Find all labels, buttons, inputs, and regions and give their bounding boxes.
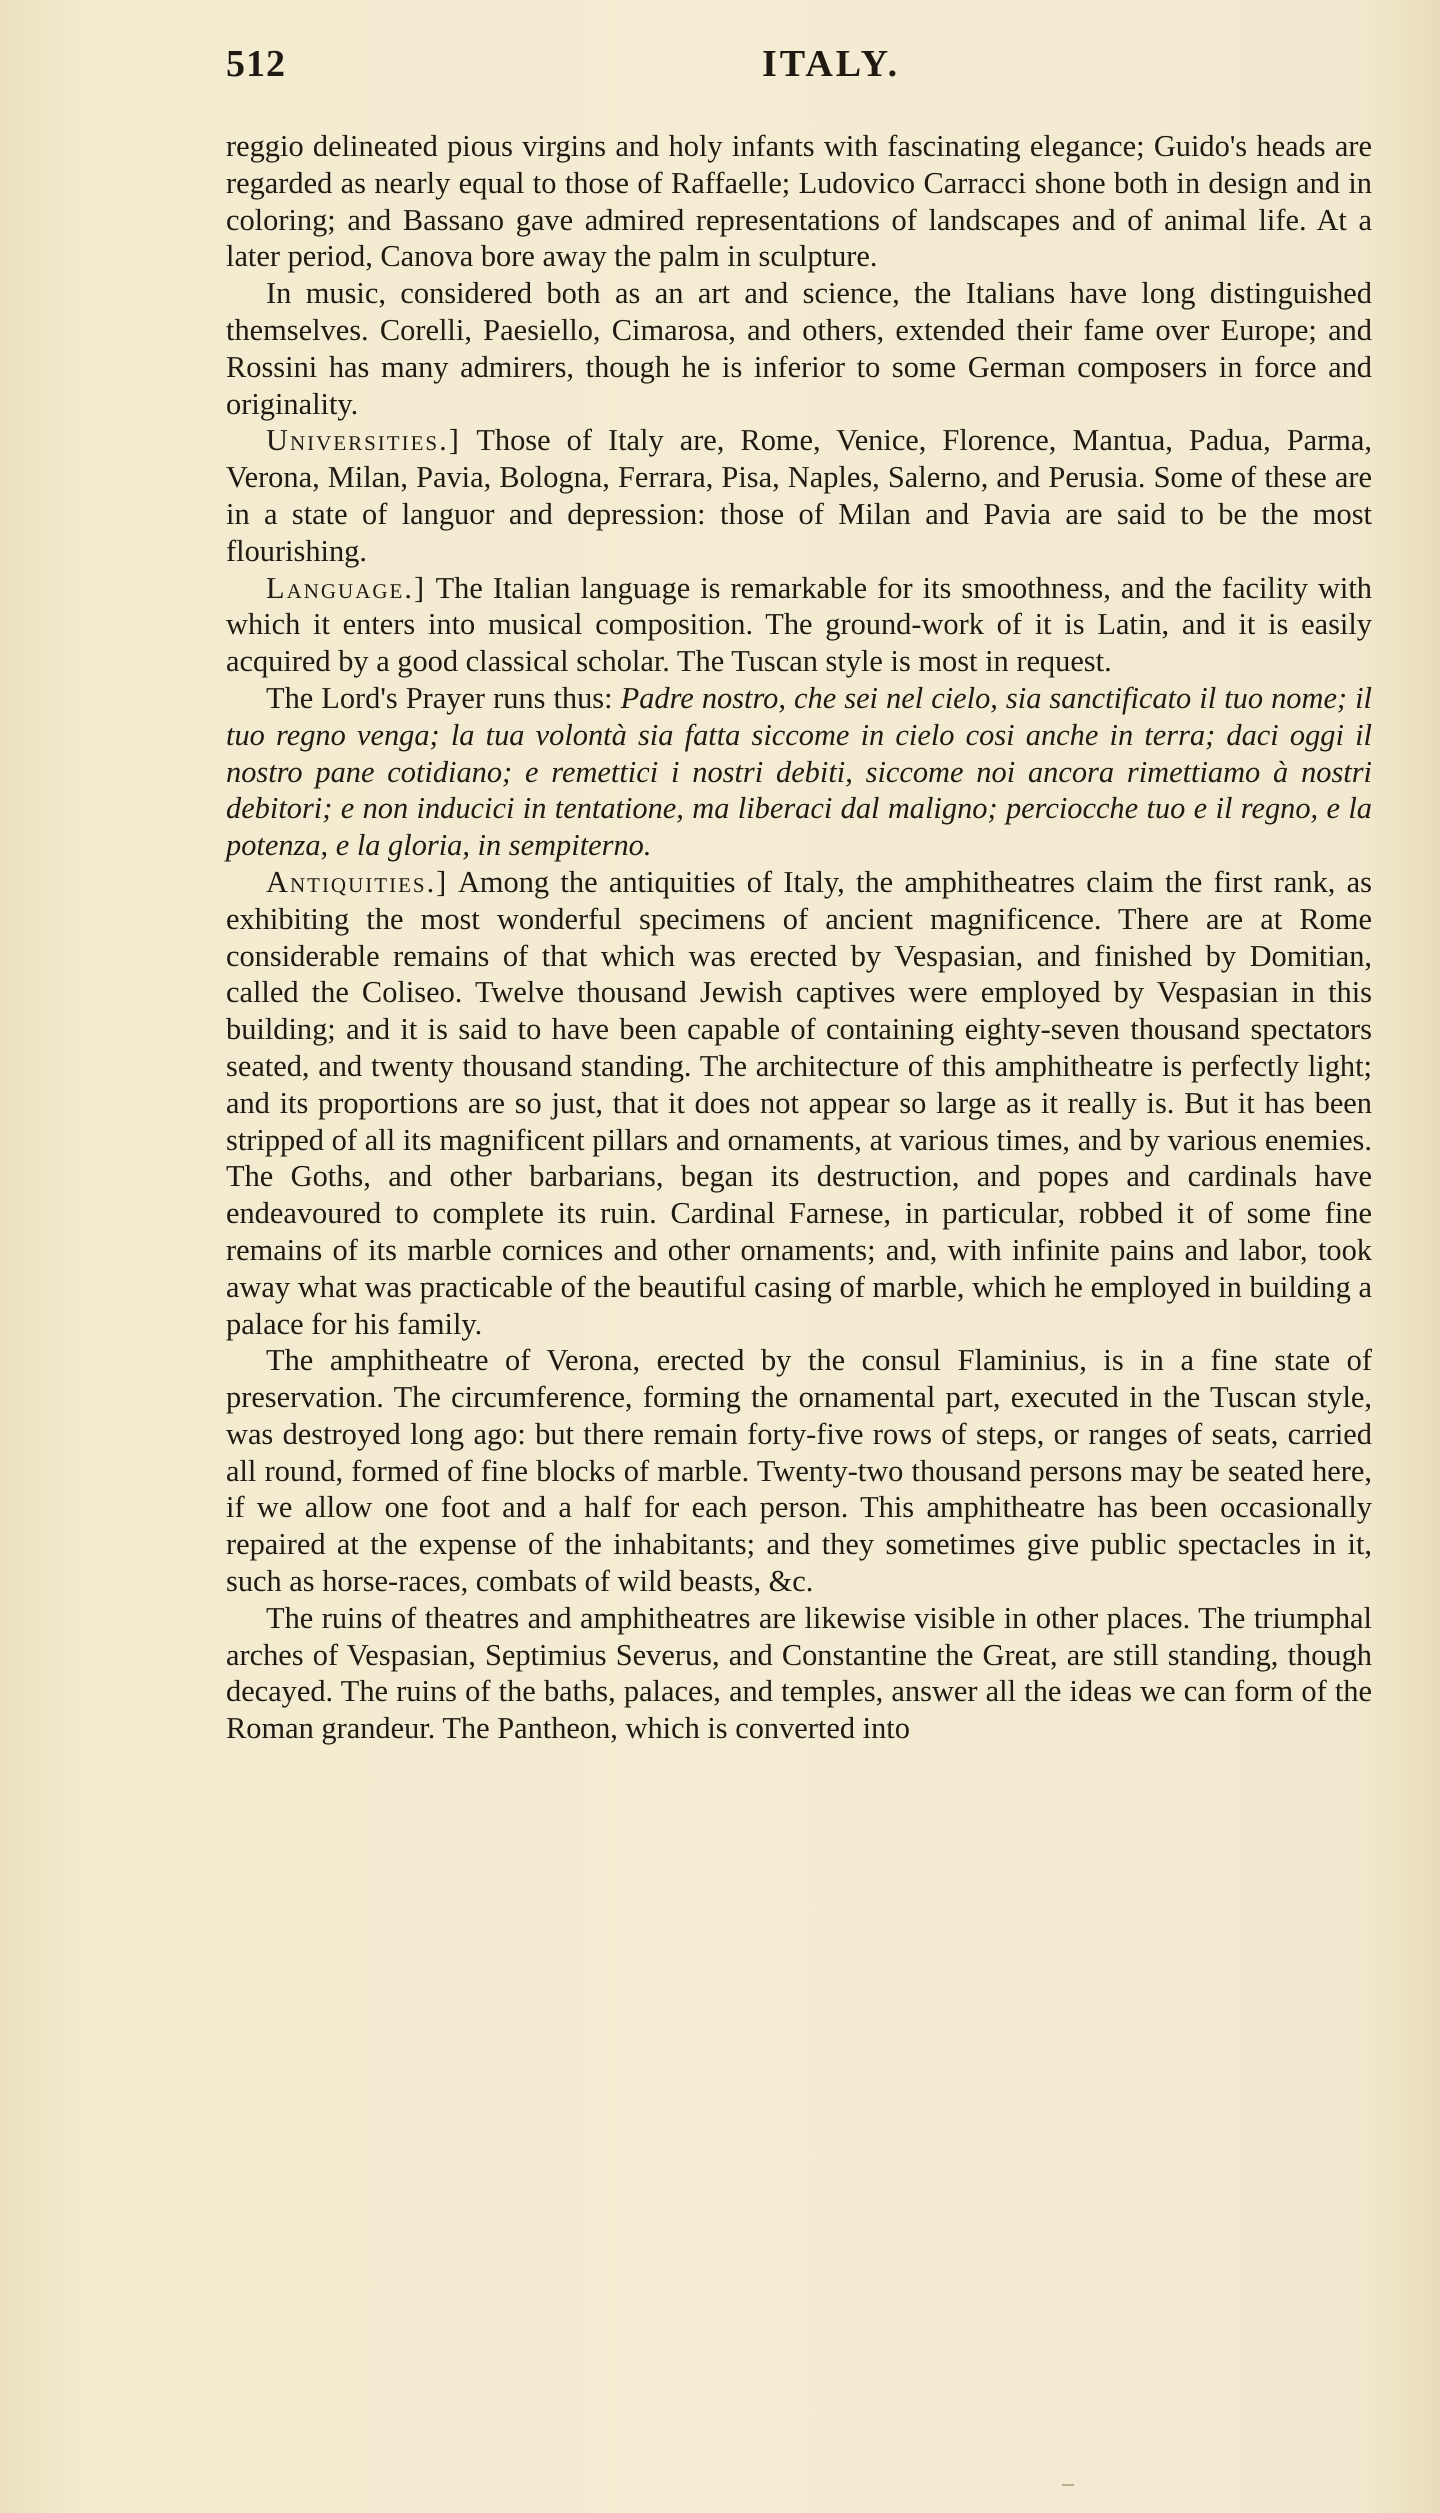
section-heading-universities: Universities.] [266,423,461,458]
paragraph-ruins: The ruins of theatres and amphitheatres are likewise visible in other places. The triumphal arches of Vespasian, Septimius Severus, and Constantine the Great, are still standing, though decayed. The ruins of the baths, palaces, and temples, answer all the ideas we can form of the Roman grandeur. The Pantheon, which is converted into [226,1600,1372,1746]
section-heading-language: Language.] [266,570,427,605]
paragraph-universities [226,422,1372,569]
antiquities-text: Among the antiquities of Italy, the amphitheatres claim the first rank, as exhibiting the most wonderful specimens of ancient magnificence. There are at Rome considerable remains of that which was erected by Vespasian, and finished by Domitian, called the Coliseo. Twelve thousand Jewish captives were employed by Vespasian in this building; and it is said to have been capable of containing eighty-seven thousand spectators seated, and twenty thousand standing. The architecture of this amphitheatre is perfectly light; and its proportions are so just, that it does not appear so large as it really is. But it has been stripped of all its magnificent pillars and ornaments, at various times, and by various enemies. The Goths, and other barbarians, began its destruction, and popes and cardinals have endeavoured to complete its ruin. Cardinal Farnese, in particular, robbed it of some fine remains of its marble cornices and other ornaments; and, with infinite pains and labor, took away what was practicable of the beautiful casing of marble, which he employed in building a palace for his family. [226,864,1372,1341]
lords-prayer-italian: Padre nostro, che sei nel cielo, sia sanctificato il tuo nome; il tuo regno venga; la tua volontà sia fatta siccome in cielo cosi anche in terra; daci oggi il nostro pane cotidiano; e remettici i nostri debiti, siccome noi ancora rimettiamo à nostri debitori; e non inducici in tentatione, ma liberaci dal maligno; perciocche tuo e il regno, e la potenza, e la gloria, in sempiterno. [226,680,1372,863]
paragraph-verona-amphitheatre: The amphitheatre of Verona, erected by the consul Flaminius, is in a fine state of preservation. The circumference, forming the ornamental part, executed in the Tuscan style, was destroyed long ago: but there remain forty-five rows of steps, or ranges of seats, carried all round, formed of fine blocks of marble. Twenty-two thousand persons may be seated here, if we allow one foot and a half for each person. This amphitheatre has been occasionally repaired at the expense of the inhabitants; and they sometimes give public spectacles in it, such as horse-races, combats of wild beasts, &c. [226,1343,1372,1599]
stray-print-mark [1062,2484,1074,2486]
paragraph-music: In music, considered both as an art and science, the Italians have long distinguished themselves. Corelli, Paesiello, Cimarosa, and others, extended their fame over Europe; and Rossini has many admirers, though he is inferior to some German composers in force and originality. [226,276,1372,421]
lords-prayer-lead: The Lord's Prayer runs thus: [266,680,621,715]
language-text: The Italian language is remarkable for its smoothness, and the facility with which it enters into musical composition. The ground-work of it is Latin, and it is easily acquired by a good classical scholar. The Tuscan style is most in request. [226,570,1372,679]
universities-text: Those of Italy are, Rome, Venice, Florence, Mantua, Padua, Parma, Verona, Milan, Pavia, Bologna, Ferrara, Pisa, Naples, Salerno, and Perusia. Some of these are in a state of languor and depression: those of Milan and Pavia are said to be the most flourishing. [226,423,1372,568]
running-head [226,42,1380,92]
paragraph-language [226,570,1372,680]
paragraph-painting: reggio delineated pious virgins and holy infants with fascinating elegance; Guido's heads are regarded as nearly equal to those of Raffaelle; Ludovico Carracci shone both in design and in coloring; and Bassano gave admired representations of landscapes and of animal life. At a later period, Canova bore away the palm in sculpture. [226,129,1372,274]
body-text [226,128,1372,1747]
section-heading-antiquities: Antiquities.] [266,864,449,899]
page-number: 512 [226,43,286,85]
page-title: ITALY. [762,43,901,85]
paragraph-antiquities [226,864,1372,1342]
paragraph-lords-prayer [226,680,1372,864]
